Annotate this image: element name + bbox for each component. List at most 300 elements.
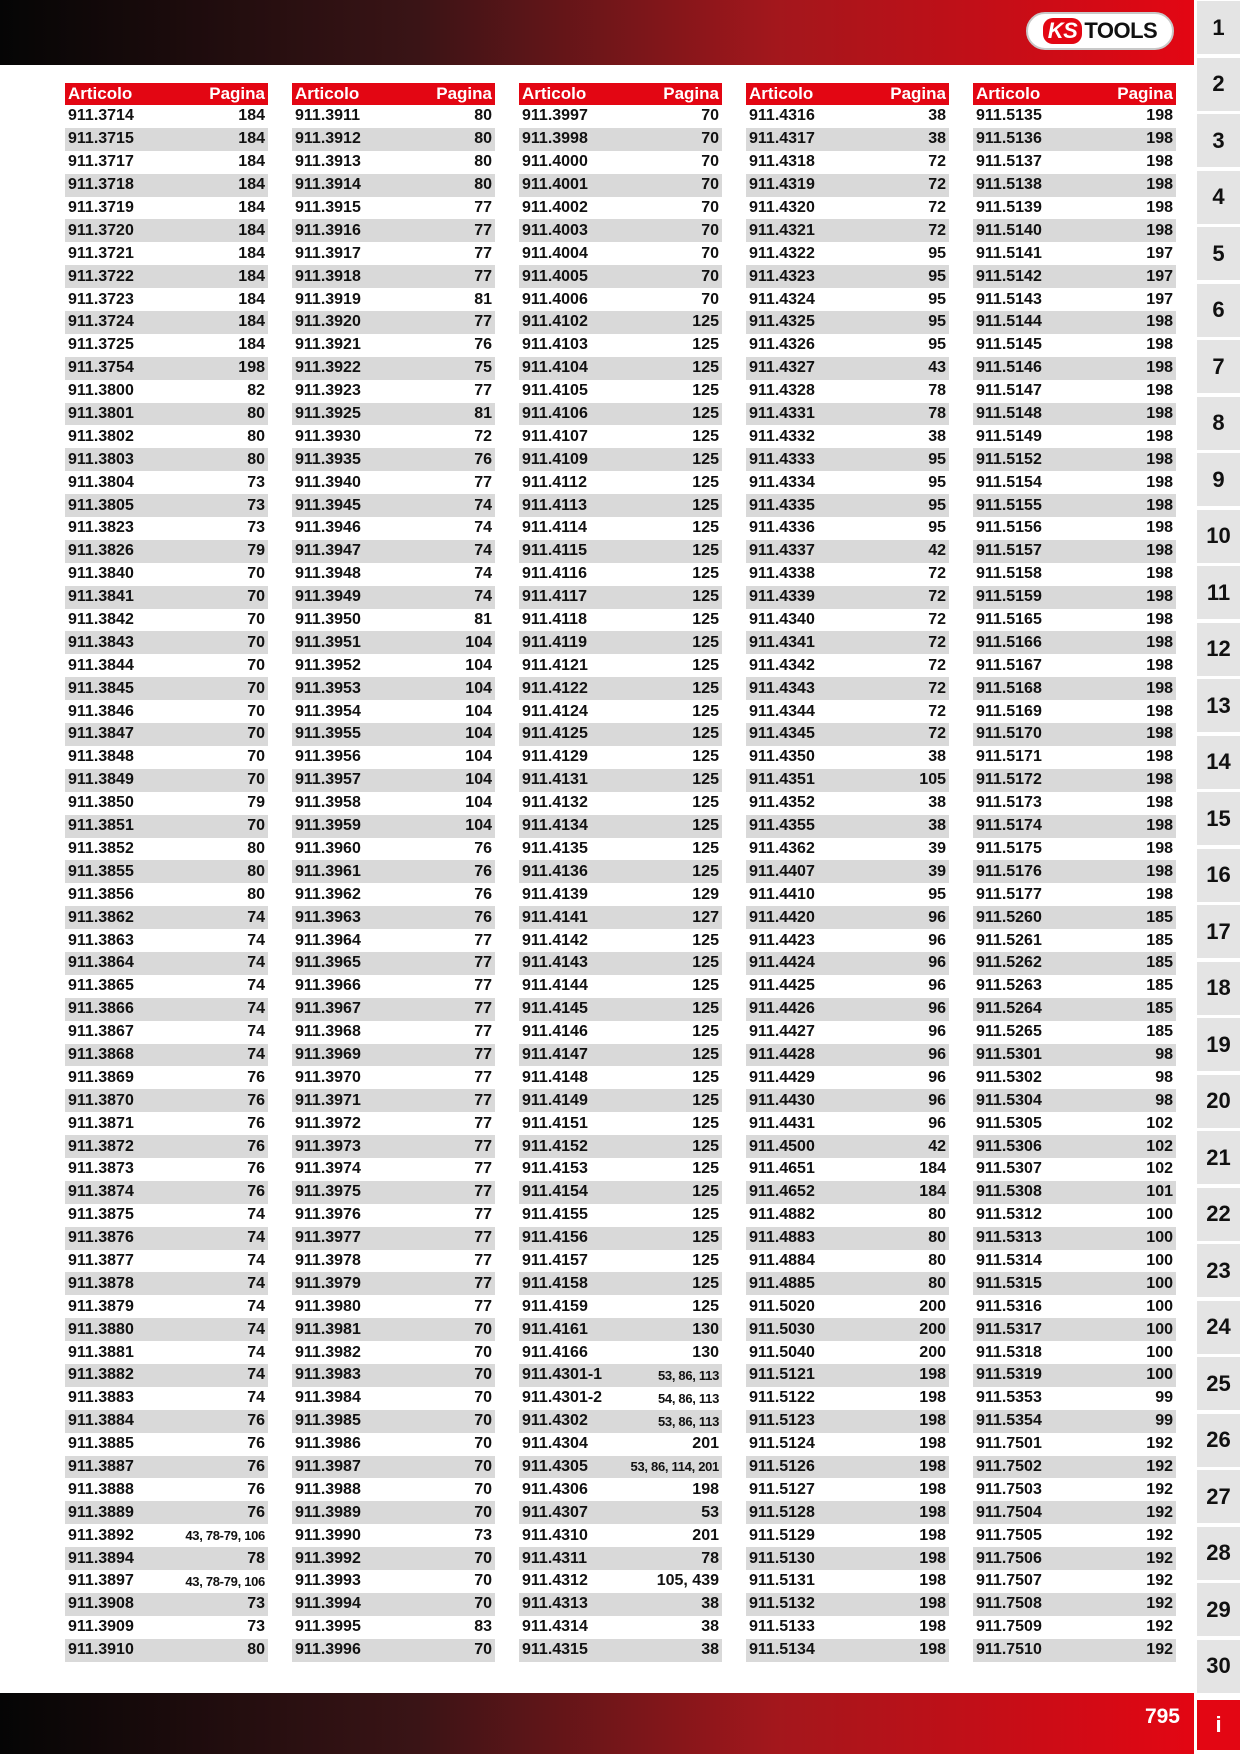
table-row <box>65 288 268 311</box>
page-reference: 38 <box>928 748 946 766</box>
article-number: 911.4355 <box>749 817 815 835</box>
page-reference: 76 <box>247 1114 265 1132</box>
article-number: 911.4310 <box>522 1526 588 1544</box>
chapter-tab[interactable]: 19 <box>1197 1018 1240 1071</box>
article-number: 911.4340 <box>749 611 815 629</box>
page-reference: 100 <box>1146 1366 1173 1384</box>
article-number: 911.5171 <box>976 748 1042 766</box>
chapter-tab[interactable]: 6 <box>1197 284 1240 337</box>
table-row <box>973 265 1176 288</box>
article-number: 911.4338 <box>749 565 815 583</box>
article-number: 911.4324 <box>749 290 815 308</box>
table-row <box>973 517 1176 540</box>
article-number: 911.4423 <box>749 931 815 949</box>
article-number: 911.3971 <box>295 1091 361 1109</box>
table-row <box>746 746 949 769</box>
page-reference: 185 <box>1146 1023 1173 1041</box>
table-row <box>65 769 268 792</box>
page-reference: 38 <box>928 107 946 125</box>
table-row <box>292 1181 495 1204</box>
page-reference: 43, 78-79, 106 <box>185 1573 265 1589</box>
page-reference: 72 <box>928 611 946 629</box>
table-row <box>65 746 268 769</box>
table-row <box>973 1410 1176 1433</box>
table-row <box>519 746 722 769</box>
article-number: 911.3948 <box>295 565 361 583</box>
chapter-tab[interactable]: 1 <box>1197 1 1240 54</box>
page-reference: 200 <box>919 1297 946 1315</box>
article-number: 911.7509 <box>976 1618 1042 1636</box>
table-row <box>746 723 949 746</box>
table-row <box>973 723 1176 746</box>
chapter-tab[interactable]: 2 <box>1197 58 1240 111</box>
page-reference: 192 <box>1146 1526 1173 1544</box>
page-reference: 125 <box>692 839 719 857</box>
table-row <box>519 1387 722 1410</box>
article-number: 911.3803 <box>68 450 134 468</box>
table-row <box>746 1044 949 1067</box>
table-row <box>746 654 949 677</box>
table-row <box>65 517 268 540</box>
page-reference: 73 <box>247 1595 265 1613</box>
table-row <box>973 288 1176 311</box>
page-reference: 80 <box>247 839 265 857</box>
table-row <box>65 1341 268 1364</box>
article-number: 911.3969 <box>295 1045 361 1063</box>
page-reference: 75 <box>474 359 492 377</box>
chapter-tab[interactable]: 8 <box>1197 397 1240 450</box>
chapter-tab[interactable]: 7 <box>1197 340 1240 393</box>
page-reference: 125 <box>692 519 719 537</box>
article-number: 911.4318 <box>749 153 815 171</box>
table-row <box>519 1593 722 1616</box>
page-reference: 80 <box>928 1251 946 1269</box>
chapter-tab[interactable]: 22 <box>1197 1188 1240 1241</box>
table-row <box>746 403 949 426</box>
article-number: 911.3952 <box>295 656 361 674</box>
article-number: 911.4121 <box>522 656 588 674</box>
page-reference: 72 <box>928 633 946 651</box>
column-header <box>292 83 495 105</box>
page-reference: 184 <box>919 1160 946 1178</box>
article-number: 911.3843 <box>68 633 134 651</box>
table-row <box>973 1593 1176 1616</box>
page-reference: 70 <box>247 611 265 629</box>
table-row <box>65 883 268 906</box>
table-row <box>746 1021 949 1044</box>
table-row <box>65 540 268 563</box>
page-reference: 198 <box>1146 633 1173 651</box>
page-reference: 125 <box>692 656 719 674</box>
page-reference: 96 <box>928 931 946 949</box>
page-reference: 198 <box>1146 725 1173 743</box>
table-row <box>65 1501 268 1524</box>
chapter-tab[interactable]: 20 <box>1197 1075 1240 1128</box>
table-row <box>292 1524 495 1547</box>
table-row <box>292 609 495 632</box>
ks-tools-logo <box>1026 12 1174 50</box>
article-number: 911.3946 <box>295 519 361 537</box>
page-reference: 77 <box>474 199 492 216</box>
table-row <box>746 288 949 311</box>
table-row <box>973 1250 1176 1273</box>
article-number: 911.5137 <box>976 153 1042 171</box>
article-number: 911.3919 <box>295 290 361 308</box>
page-reference: 76 <box>247 1503 265 1521</box>
table-row <box>973 769 1176 792</box>
page-reference: 76 <box>474 908 492 926</box>
chapter-tab[interactable]: 15 <box>1197 792 1240 845</box>
page-reference: 53, 86, 113 <box>657 1367 719 1383</box>
table-row <box>746 1433 949 1456</box>
article-number: 911.5040 <box>749 1343 815 1361</box>
table-row <box>65 1547 268 1570</box>
page-reference: 77 <box>474 382 492 400</box>
page-reference: 70 <box>247 748 265 766</box>
page-reference: 70 <box>701 153 719 171</box>
table-row <box>519 1501 722 1524</box>
table-row <box>973 1158 1176 1181</box>
article-number: 911.7503 <box>976 1480 1042 1498</box>
table-row <box>519 540 722 563</box>
page-reference: 125 <box>692 954 719 972</box>
page-reference: 42 <box>928 542 946 560</box>
page-reference: 74 <box>247 1023 265 1041</box>
article-number: 911.4002 <box>522 199 588 216</box>
table-row <box>519 769 722 792</box>
page-reference: 77 <box>474 473 492 491</box>
article-number: 911.5307 <box>976 1160 1042 1178</box>
table-row <box>65 197 268 220</box>
chapter-tab[interactable]: 17 <box>1197 905 1240 958</box>
article-number: 911.3975 <box>295 1183 361 1201</box>
page-reference: 98 <box>1155 1091 1173 1109</box>
article-number: 911.4336 <box>749 519 815 537</box>
table-row <box>746 609 949 632</box>
table-row <box>519 586 722 609</box>
page-reference: 53, 86, 113 <box>657 1413 719 1429</box>
table-row <box>292 128 495 151</box>
page-reference: 76 <box>247 1183 265 1201</box>
article-number: 911.3918 <box>295 267 361 285</box>
chapter-tab[interactable]: 23 <box>1197 1244 1240 1297</box>
article-number: 911.4304 <box>522 1435 588 1453</box>
page-reference: 95 <box>928 473 946 491</box>
article-number: 911.3945 <box>295 496 361 514</box>
table-row <box>746 128 949 151</box>
table-row <box>973 631 1176 654</box>
article-number: 911.3963 <box>295 908 361 926</box>
page-reference: 74 <box>247 931 265 949</box>
article-number: 911.4352 <box>749 794 815 812</box>
table-row <box>292 1501 495 1524</box>
page-reference: 70 <box>474 1503 492 1521</box>
table-row <box>973 448 1176 471</box>
chapter-tab[interactable]: 21 <box>1197 1131 1240 1184</box>
table-row <box>746 769 949 792</box>
page-reference: 70 <box>247 725 265 743</box>
table-row <box>292 838 495 861</box>
article-number: 911.4135 <box>522 839 588 857</box>
chapter-tab[interactable]: 9 <box>1197 453 1240 506</box>
info-tab[interactable]: i <box>1197 1700 1240 1750</box>
article-number: 911.3754 <box>68 359 134 377</box>
article-number: 911.3920 <box>295 313 361 331</box>
article-number: 911.4407 <box>749 862 815 880</box>
table-row <box>65 1066 268 1089</box>
table-row <box>292 242 495 265</box>
table-row <box>973 609 1176 632</box>
chapter-tab[interactable]: 18 <box>1197 962 1240 1015</box>
chapter-tab[interactable]: 4 <box>1197 171 1240 224</box>
article-number: 911.5175 <box>976 839 1042 857</box>
page-reference: 38 <box>928 794 946 812</box>
article-number: 911.4500 <box>749 1137 815 1155</box>
chapter-tab[interactable]: 28 <box>1197 1527 1240 1580</box>
table-row <box>65 586 268 609</box>
table-row <box>292 906 495 929</box>
page-reference: 198 <box>919 1549 946 1567</box>
page-reference: 99 <box>1155 1412 1173 1430</box>
page-reference: 184 <box>238 313 265 331</box>
table-row <box>973 380 1176 403</box>
page-reference: 74 <box>247 1206 265 1224</box>
table-row <box>746 494 949 517</box>
page-reference: 96 <box>928 1114 946 1132</box>
table-row <box>746 838 949 861</box>
chapter-tab[interactable]: 3 <box>1197 114 1240 167</box>
article-number: 911.5316 <box>976 1297 1042 1315</box>
table-row <box>65 1433 268 1456</box>
table-row <box>292 1089 495 1112</box>
table-row <box>292 448 495 471</box>
article-number: 911.4312 <box>522 1572 588 1590</box>
page-reference: 185 <box>1146 931 1173 949</box>
page-reference: 80 <box>928 1206 946 1224</box>
table-row <box>65 494 268 517</box>
table-row <box>519 174 722 197</box>
table-row <box>519 1066 722 1089</box>
article-number: 911.3935 <box>295 450 361 468</box>
table-row <box>973 1456 1176 1479</box>
table-row <box>292 1227 495 1250</box>
page-reference: 100 <box>1146 1274 1173 1292</box>
article-number: 911.3989 <box>295 1503 361 1521</box>
table-row <box>292 1364 495 1387</box>
page-reference: 125 <box>692 1297 719 1315</box>
table-row <box>973 1387 1176 1410</box>
page-reference: 198 <box>238 359 265 377</box>
article-number: 911.3965 <box>295 954 361 972</box>
table-row <box>292 1272 495 1295</box>
table-row <box>519 1044 722 1067</box>
table-row <box>65 929 268 952</box>
page-reference: 184 <box>238 199 265 216</box>
page-reference: 197 <box>1146 244 1173 262</box>
article-number: 911.5260 <box>976 908 1042 926</box>
page-reference: 185 <box>1146 977 1173 995</box>
article-number: 911.3966 <box>295 977 361 995</box>
article-number: 911.3954 <box>295 702 361 720</box>
table-row <box>519 1570 722 1593</box>
page-reference: 198 <box>1146 496 1173 514</box>
page-reference: 77 <box>474 244 492 262</box>
article-number: 911.4159 <box>522 1297 588 1315</box>
page-reference: 125 <box>692 1229 719 1247</box>
table-row <box>519 838 722 861</box>
page-reference: 125 <box>692 1045 719 1063</box>
chapter-tab[interactable]: 25 <box>1197 1357 1240 1410</box>
table-row <box>973 952 1176 975</box>
article-number: 911.4320 <box>749 199 815 216</box>
article-number: 911.4152 <box>522 1137 588 1155</box>
article-number: 911.4125 <box>522 725 588 743</box>
table-row <box>519 403 722 426</box>
article-number: 911.5173 <box>976 794 1042 812</box>
article-number: 911.5122 <box>749 1389 815 1407</box>
page-reference: 95 <box>928 496 946 514</box>
page-reference: 125 <box>692 679 719 697</box>
table-row <box>519 1272 722 1295</box>
table-row <box>65 380 268 403</box>
page-reference: 125 <box>692 771 719 789</box>
article-number: 911.7508 <box>976 1595 1042 1613</box>
page-reference: 76 <box>474 336 492 354</box>
table-row <box>292 769 495 792</box>
article-number: 911.5263 <box>976 977 1042 995</box>
table-row <box>292 1433 495 1456</box>
page-reference: 184 <box>238 290 265 308</box>
table-row <box>746 975 949 998</box>
table-row <box>746 1501 949 1524</box>
table-row <box>519 425 722 448</box>
article-number: 911.5131 <box>749 1572 815 1590</box>
page-reference: 104 <box>465 817 492 835</box>
table-row <box>746 311 949 334</box>
article-number: 911.5141 <box>976 244 1042 262</box>
article-number: 911.5138 <box>976 176 1042 194</box>
page-reference: 198 <box>1146 565 1173 583</box>
table-row <box>519 1364 722 1387</box>
article-number: 911.3883 <box>68 1389 134 1407</box>
article-number: 911.4156 <box>522 1229 588 1247</box>
article-number: 911.3925 <box>295 405 361 423</box>
page-reference: 125 <box>692 473 719 491</box>
page-reference: 198 <box>1146 199 1173 216</box>
article-number: 911.4431 <box>749 1114 815 1132</box>
article-number: 911.5312 <box>976 1206 1042 1224</box>
chapter-tab[interactable]: 30 <box>1197 1640 1240 1693</box>
chapter-tab[interactable]: 27 <box>1197 1470 1240 1523</box>
article-number: 911.5166 <box>976 633 1042 651</box>
page-reference: 184 <box>919 1183 946 1201</box>
article-number: 911.5147 <box>976 382 1042 400</box>
article-number: 911.3947 <box>295 542 361 560</box>
article-number: 911.4428 <box>749 1045 815 1063</box>
table-row <box>65 1112 268 1135</box>
page-reference: 80 <box>928 1229 946 1247</box>
article-number: 911.3850 <box>68 794 134 812</box>
table-row <box>65 105 268 128</box>
table-row <box>746 425 949 448</box>
chapter-tab[interactable]: 12 <box>1197 623 1240 676</box>
chapter-tab[interactable]: 16 <box>1197 849 1240 902</box>
header-page: Pagina <box>1117 84 1173 103</box>
page-reference: 70 <box>474 1389 492 1407</box>
chapter-tab[interactable]: 14 <box>1197 736 1240 789</box>
header-article: Articolo <box>522 84 587 103</box>
page-reference: 76 <box>247 1435 265 1453</box>
header-page: Pagina <box>890 84 946 103</box>
article-number: 911.4107 <box>522 427 588 445</box>
page-reference: 70 <box>701 107 719 125</box>
chapter-tab[interactable]: 5 <box>1197 227 1240 280</box>
article-number: 911.3852 <box>68 839 134 857</box>
chapter-tab[interactable]: 26 <box>1197 1414 1240 1467</box>
page-reference: 43 <box>928 359 946 377</box>
article-number: 911.3718 <box>68 176 134 194</box>
article-number: 911.3958 <box>295 794 361 812</box>
table-row <box>65 815 268 838</box>
page-reference: 184 <box>238 336 265 354</box>
article-number: 911.4425 <box>749 977 815 995</box>
page-reference: 192 <box>1146 1595 1173 1613</box>
chapter-tab[interactable]: 29 <box>1197 1583 1240 1636</box>
chapter-tab[interactable]: 13 <box>1197 679 1240 732</box>
page-reference: 76 <box>474 450 492 468</box>
article-number: 911.4334 <box>749 473 815 491</box>
article-number: 911.3869 <box>68 1068 134 1086</box>
page-reference: 72 <box>928 176 946 194</box>
chapter-tab[interactable]: 11 <box>1197 566 1240 619</box>
table-row <box>973 1295 1176 1318</box>
table-row <box>973 677 1176 700</box>
article-number: 911.5142 <box>976 267 1042 285</box>
table-row <box>292 219 495 242</box>
page-reference: 104 <box>465 748 492 766</box>
page-reference: 95 <box>928 885 946 903</box>
page-reference: 81 <box>474 290 492 308</box>
article-number: 911.4155 <box>522 1206 588 1224</box>
page-reference: 184 <box>238 153 265 171</box>
article-number: 911.4004 <box>522 244 588 262</box>
table-row <box>746 700 949 723</box>
page-reference: 80 <box>474 176 492 194</box>
page-reference: 70 <box>474 1412 492 1430</box>
table-row <box>746 471 949 494</box>
page-reference: 70 <box>474 1572 492 1590</box>
chapter-tab[interactable]: 10 <box>1197 510 1240 563</box>
table-row <box>973 105 1176 128</box>
table-row <box>973 219 1176 242</box>
page-reference: 74 <box>247 1297 265 1315</box>
page-reference: 70 <box>474 1549 492 1567</box>
article-number: 911.5123 <box>749 1412 815 1430</box>
table-row <box>65 357 268 380</box>
article-number: 911.4323 <box>749 267 815 285</box>
page-reference: 77 <box>474 1068 492 1086</box>
article-number: 911.4306 <box>522 1480 588 1498</box>
chapter-tab[interactable]: 24 <box>1197 1301 1240 1354</box>
page-reference: 198 <box>1146 542 1173 560</box>
page-reference: 95 <box>928 519 946 537</box>
table-row <box>519 906 722 929</box>
page-reference: 76 <box>474 862 492 880</box>
page-reference: 70 <box>474 1435 492 1453</box>
table-row <box>292 265 495 288</box>
article-number: 911.5168 <box>976 679 1042 697</box>
page-reference: 76 <box>247 1412 265 1430</box>
